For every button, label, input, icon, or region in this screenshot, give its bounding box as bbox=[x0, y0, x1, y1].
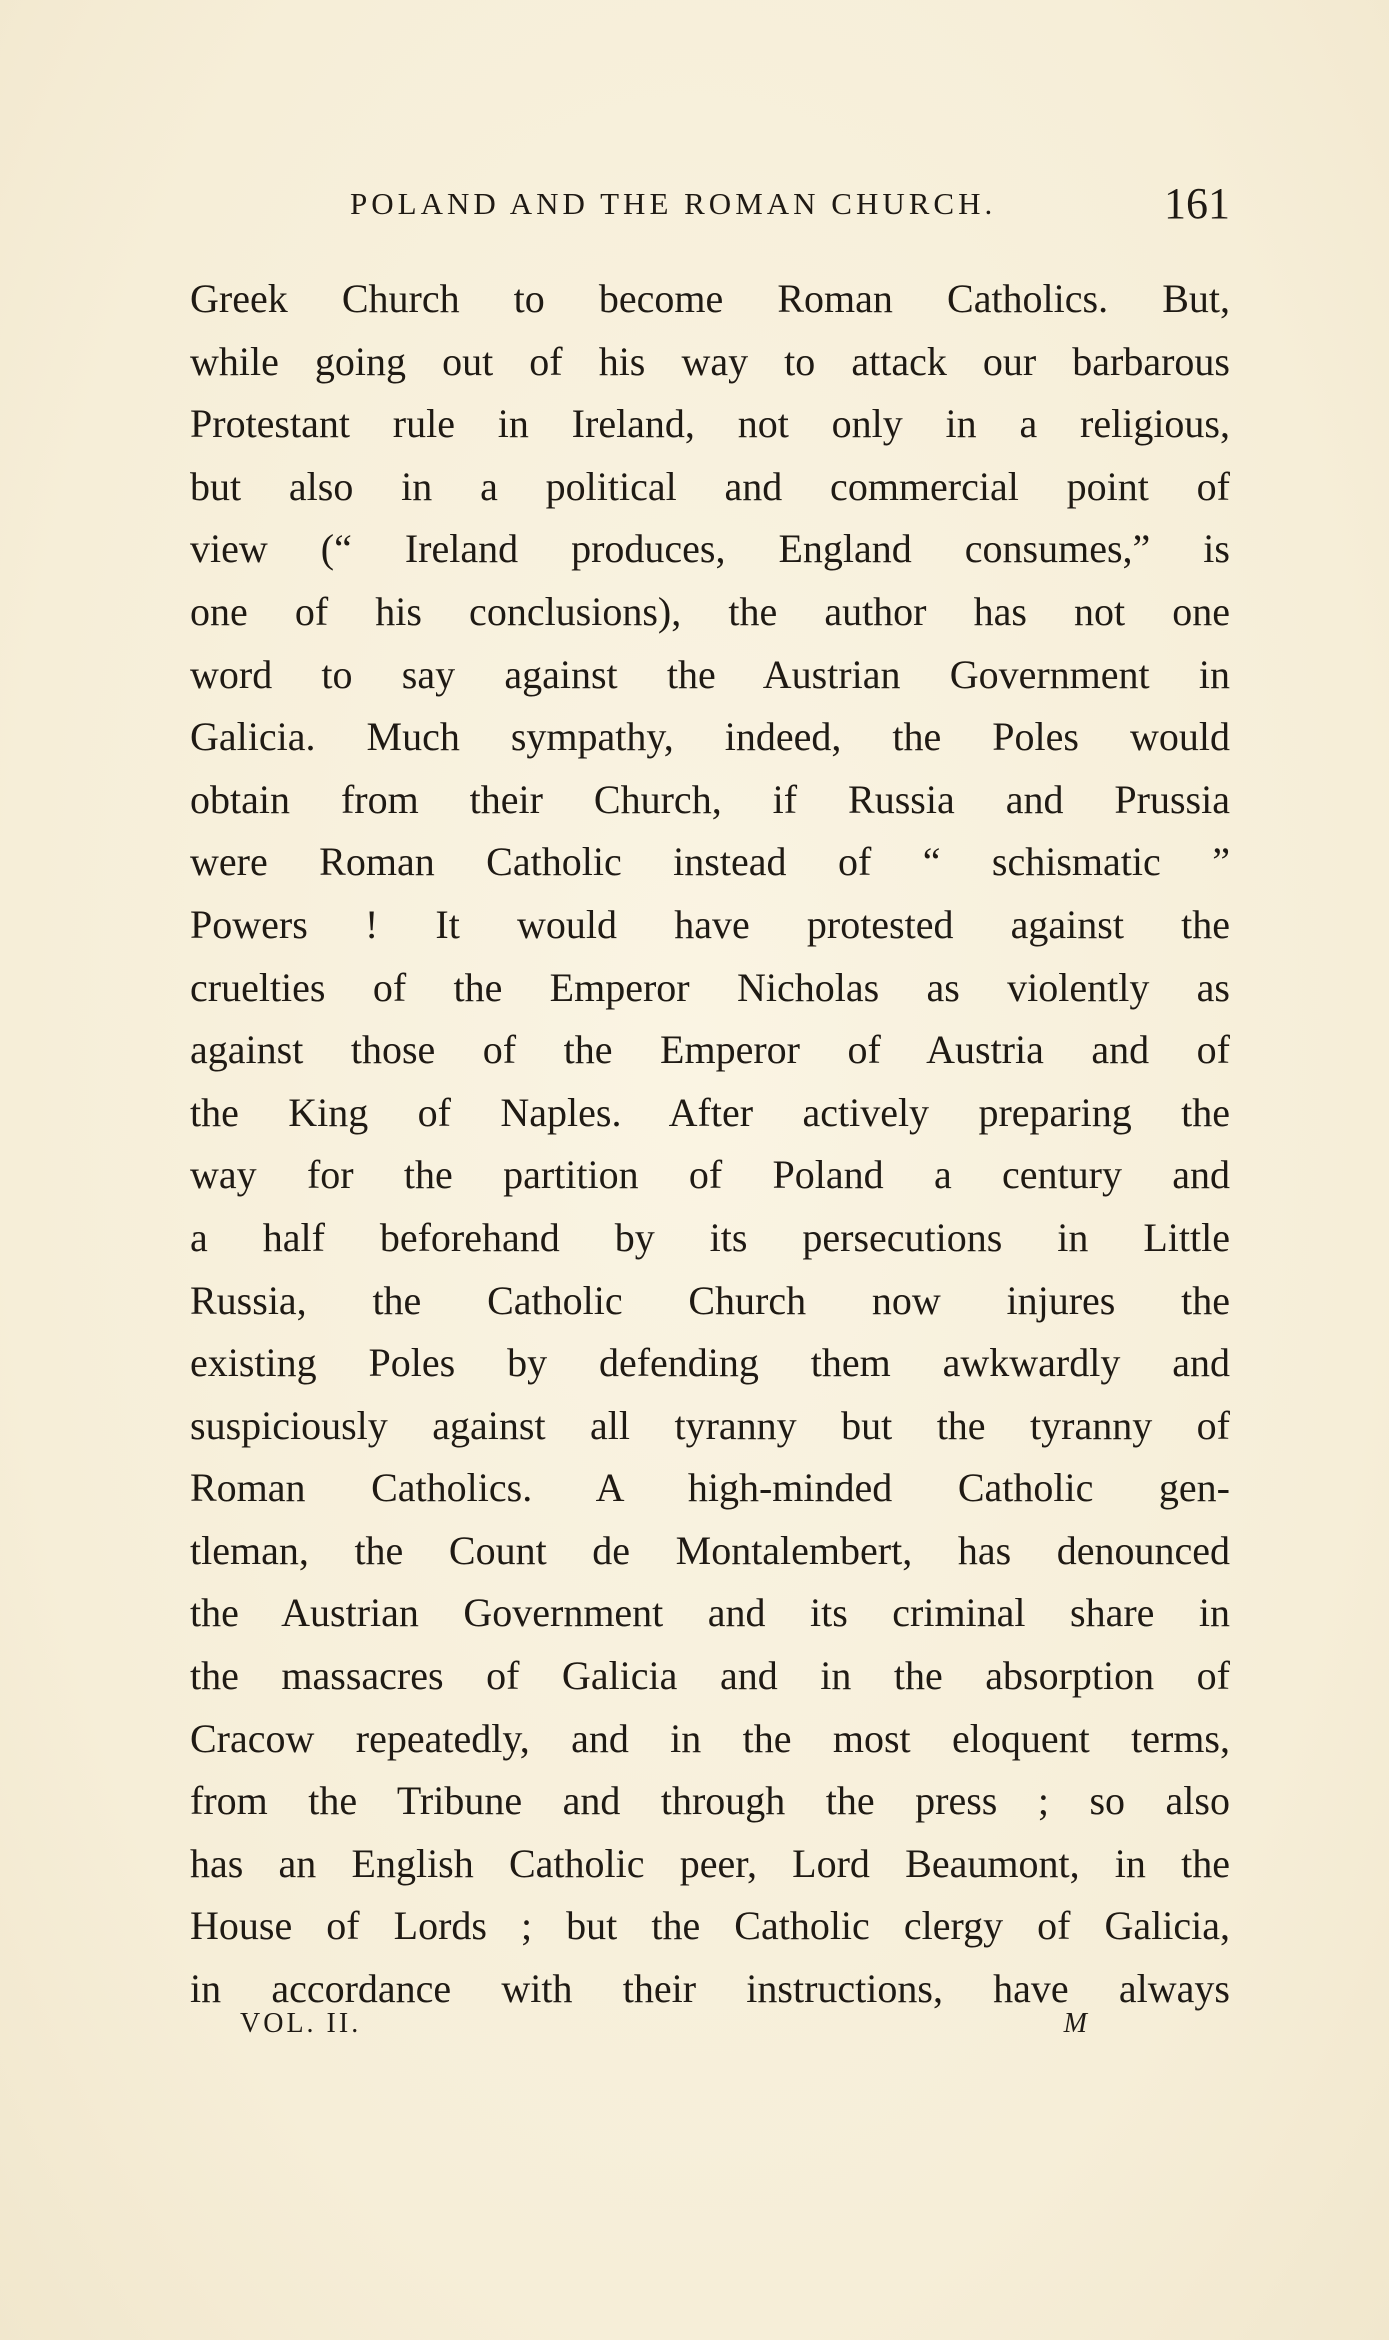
text-line: existing Poles by defending them awkwardly and bbox=[190, 1340, 1230, 1386]
text-line: suspiciously against all tyranny but the tyranny of bbox=[190, 1402, 1230, 1448]
text-line: the massacres of Galicia and in the absorption of bbox=[190, 1653, 1230, 1699]
text-line: view (“ Ireland produces, England consumes,” is bbox=[190, 526, 1230, 572]
text-line: way for the partition of Poland a century and bbox=[190, 1152, 1230, 1198]
signature-line bbox=[240, 2008, 1090, 2048]
text-line: House of Lords ; but the Catholic clergy of Galicia, bbox=[190, 1903, 1230, 1949]
text-line: the Austrian Government and its criminal share in bbox=[190, 1590, 1230, 1636]
text-line: were Roman Catholic instead of “ schismatic ” bbox=[190, 839, 1230, 885]
text-line: Protestant rule in Ireland, not only in a religious, bbox=[190, 401, 1230, 447]
text-line: cruelties of the Emperor Nicholas as violently as bbox=[190, 964, 1230, 1010]
text-line: Powers ! It would have protested against the bbox=[190, 901, 1230, 947]
text-line: in accordance with their instructions, have always bbox=[190, 1966, 1230, 2012]
text-line: tleman, the Count de Montalembert, has denounced bbox=[190, 1527, 1230, 1573]
text-line: one of his conclusions), the author has not one bbox=[190, 588, 1230, 634]
text-line: Roman Catholics. A high-minded Catholic gen- bbox=[190, 1465, 1230, 1511]
running-head bbox=[190, 178, 1230, 234]
text-line: Galicia. Much sympathy, indeed, the Poles would bbox=[190, 714, 1230, 760]
signature-mark: M bbox=[1063, 2008, 1090, 2039]
text-line: Russia, the Catholic Church now injures the bbox=[190, 1277, 1230, 1323]
text-line: but also in a political and commercial point of bbox=[190, 463, 1230, 509]
running-title: POLAND AND THE ROMAN CHURCH. bbox=[350, 186, 997, 221]
text-line: obtain from their Church, if Russia and Prussia bbox=[190, 776, 1230, 822]
text-line: word to say against the Austrian Government in bbox=[190, 651, 1230, 697]
text-line: against those of the Emperor of Austria and of bbox=[190, 1027, 1230, 1073]
body-text bbox=[190, 268, 1230, 2021]
text-line: Cracow repeatedly, and in the most eloquent terms, bbox=[190, 1715, 1230, 1761]
text-line: from the Tribune and through the press ; so also bbox=[190, 1778, 1230, 1824]
text-line: while going out of his way to attack our barbarous bbox=[190, 338, 1230, 384]
text-line: a half beforehand by its persecutions in Little bbox=[190, 1214, 1230, 1260]
text-line: the King of Naples. After actively preparing the bbox=[190, 1089, 1230, 1135]
volume-mark: VOL. II. bbox=[240, 2008, 362, 2039]
page-number: 161 bbox=[1164, 179, 1230, 228]
text-line: Greek Church to become Roman Catholics. But, bbox=[190, 276, 1230, 321]
text-line: has an English Catholic peer, Lord Beaumont, in the bbox=[190, 1840, 1230, 1886]
